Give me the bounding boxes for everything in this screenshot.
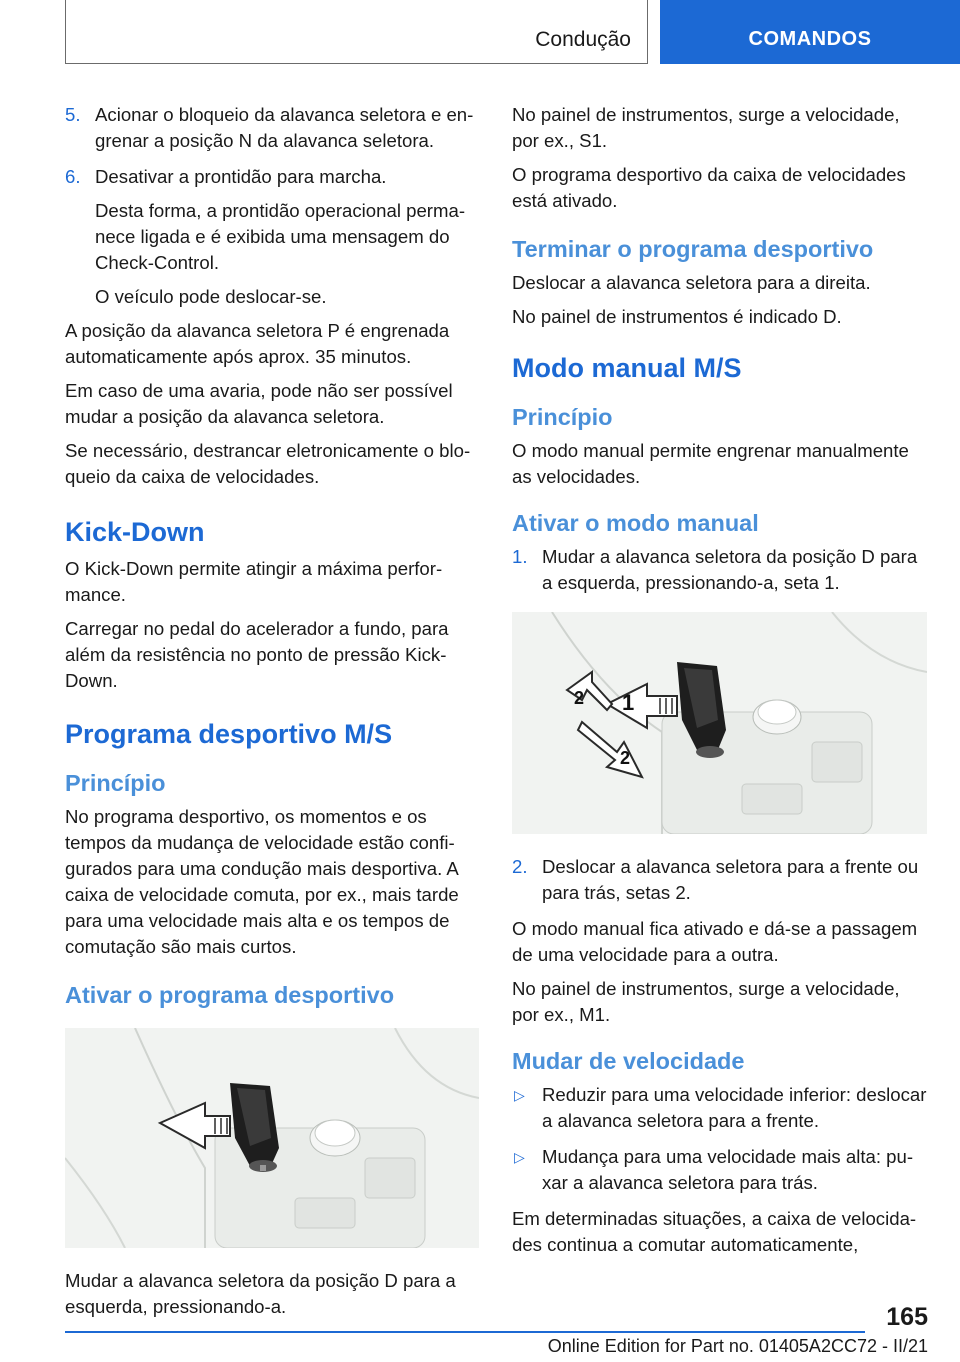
paragraph: Deslocar a alavanca seletora para a direita. (512, 272, 871, 293)
bullet-item-upshift (512, 1144, 927, 1196)
list-number: 6. (65, 166, 81, 187)
list-item-1 (512, 544, 927, 596)
list-number: 5. (65, 104, 81, 125)
header-tab-comandos[interactable] (660, 0, 960, 64)
list-number: 1. (512, 546, 528, 567)
list-item-6 (65, 164, 479, 190)
heading-activate-sport: Ativar o programa desportivo (65, 982, 395, 1008)
selector-lever-manual-illustration (512, 612, 927, 834)
figure-caption: Mudar a alavanca seletora da posição D para a esquerda, pressionando-a. (65, 1270, 456, 1317)
paragraph: No painel de instrumentos, surge a velocidade, por ex., S1. (512, 104, 900, 151)
paragraph: O modo manual fica ativado e dá-se a passagem de uma velocidade para a outra. (512, 918, 918, 965)
paragraph: O Kick-Down permite atingir a máxima performance. (65, 558, 443, 605)
heading-activate-manual: Ativar o modo manual (512, 510, 759, 536)
list-text: Mudar a alavanca seletora da posição D para a esquerda, pressionando-a, seta 1. (542, 546, 918, 593)
triangle-bullet-icon: ▷ (514, 1087, 525, 1103)
paragraph: A posição da alavanca seletora P é engrenada automaticamente após aprox. 35 minutos. (65, 320, 450, 367)
paragraph: Desta forma, a prontidão operacional permanece ligada e é exibida uma mensagem do Check-Control. (95, 200, 466, 273)
figure-label-2-top: 2 (574, 688, 585, 708)
left-column (65, 102, 479, 1332)
heading-change-gear: Mudar de velocidade (512, 1048, 745, 1074)
selector-lever-illustration (65, 1028, 479, 1248)
figure-label-2-bottom: 2 (620, 748, 631, 768)
triangle-bullet-icon: ▷ (514, 1149, 525, 1165)
bullet-text: Reduzir para uma velocidade inferior: deslocar a alavanca seletora para a frente. (542, 1084, 927, 1131)
heading-principio: Princípio (512, 404, 613, 430)
list-item-5 (65, 102, 479, 154)
header-tab-label: COMANDOS (748, 28, 872, 50)
paragraph: No programa desportivo, os momentos e os tempos da mudança de velocidade estão configurados para uma condução mais desportiva. A caixa de velocidade comuta, por ex., mais tarde para uma velocidade mais alta e os tempos de comutação são mais curtos. (65, 806, 459, 957)
footer-divider (65, 1331, 865, 1333)
paragraph: O modo manual permite engrenar manualmente as velocidades. (512, 440, 909, 487)
list-text: Acionar o bloqueio da alavanca seletora e engrenar a posição N da alavanca seletora. (95, 104, 474, 151)
bullet-item-downshift (512, 1082, 927, 1134)
heading-kick-down: Kick-Down (65, 517, 205, 547)
header-section-title: Condução (535, 28, 631, 51)
heading-manual-mode: Modo manual M/S (512, 353, 742, 383)
paragraph: Em determinadas situações, a caixa de velocidades continua a comutar automaticamente, (512, 1208, 917, 1255)
paragraph: No painel de instrumentos é indicado D. (512, 306, 842, 327)
list-text: Deslocar a alavanca seletora para a frente ou para trás, setas 2. (542, 856, 919, 903)
paragraph: Carregar no pedal do acelerador a fundo, para além da resistência no ponto de pressão Kick-Down. (65, 618, 449, 691)
figure-selector-lever-manual (512, 612, 927, 834)
paragraph: No painel de instrumentos, surge a velocidade, por ex., M1. (512, 978, 900, 1025)
bullet-text: Mudança para uma velocidade mais alta: puxar a alavanca seletora para trás. (542, 1146, 914, 1193)
paragraph: O programa desportivo da caixa de velocidades está ativado. (512, 164, 906, 211)
figure-label-1: 1 (622, 690, 635, 715)
figure-selector-lever-left (65, 1028, 479, 1248)
heading-end-sport: Terminar o programa desportivo (512, 236, 874, 262)
heading-principio: Princípio (65, 770, 166, 796)
footer-edition: Online Edition for Part no. 01405A2CC72 - II/21 (547, 1336, 928, 1356)
list-number: 2. (512, 856, 528, 877)
right-column (512, 102, 927, 1270)
paragraph: O veículo pode deslocar-se. (95, 286, 327, 307)
list-item-2 (512, 854, 927, 906)
paragraph: Se necessário, destrancar eletronicamente o bloqueio da caixa de velocidades. (65, 440, 471, 487)
list-text: Desativar a prontidão para marcha. (95, 166, 387, 187)
header-section-box (65, 0, 648, 64)
paragraph: Em caso de uma avaria, pode não ser possível mudar a posição da alavanca seletora. (65, 380, 453, 427)
heading-sport-program: Programa desportivo M/S (65, 719, 393, 749)
page-number: 165 (886, 1303, 928, 1331)
